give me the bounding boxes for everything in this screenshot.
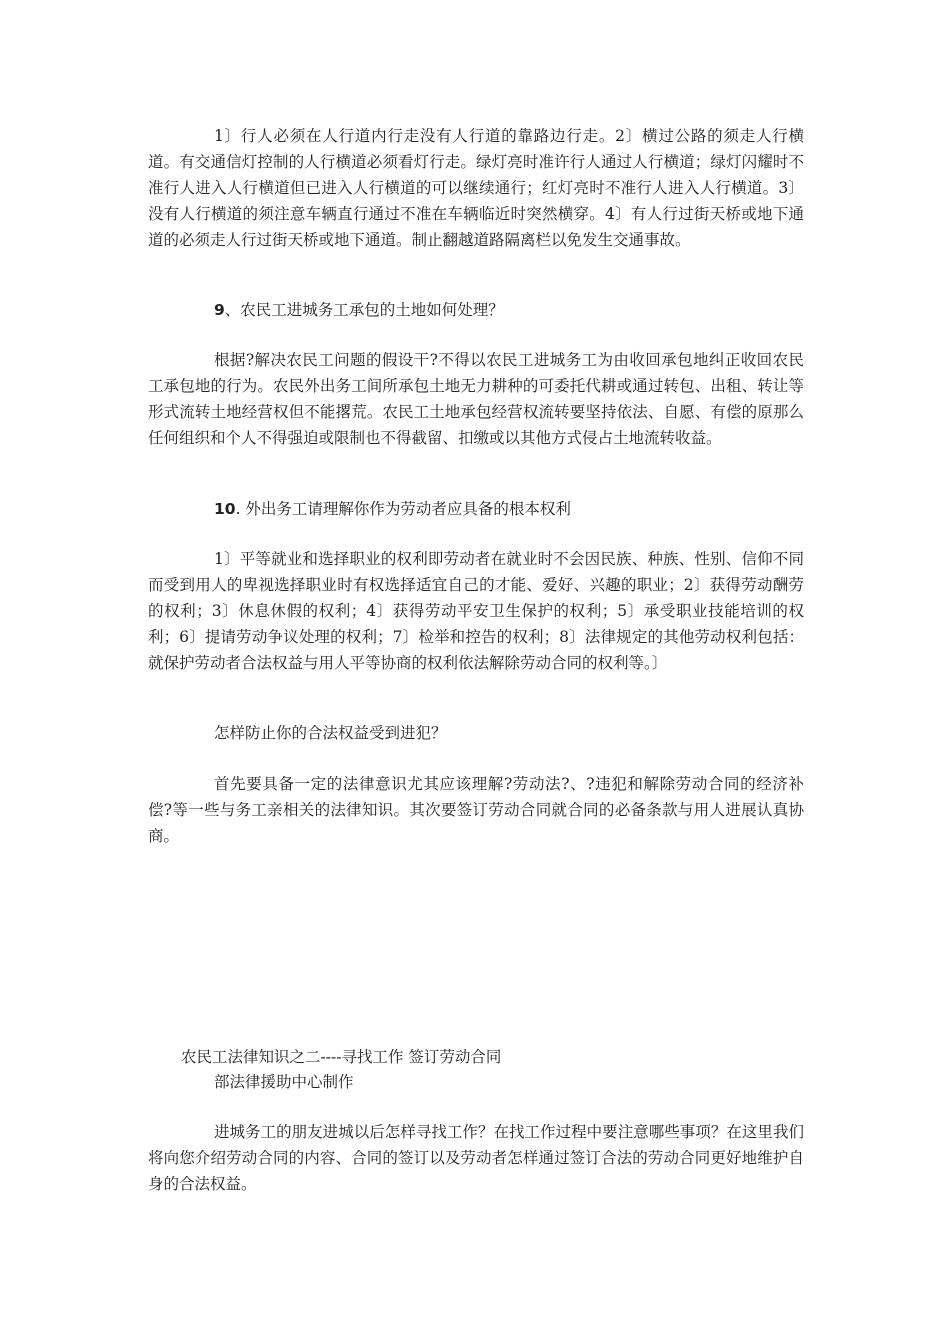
question-10-text: . 外出务工请理解你作为劳动者应具备的根本权利 [235,500,571,518]
question-9-heading [214,297,504,323]
pedestrian-rules-paragraph: 1〕行人必须在人行道内行走没有人行道的靠路边行走。2〕横过公路的须走人行横道。有交通信灯控制的人行横道必须看灯行走。绿灯亮时准许行人通过人行横道；绿灯闪耀时不准行人进入人行横道但已进入人行横道的可以继续通行；红灯亮时不准行人进入人行横道。3〕没有人行横道的须注意车辆直行通过不准在车辆临近时突然横穿。4〕有人行过街天桥或地下通道的必须走人行过街天桥或地下通道。制止翻越道路隔离栏以免发生交通事故。 [148,127,804,249]
protect-rights-question: 怎样防止你的合法权益受到进犯？ [214,724,447,742]
question-9-text: 、农民工进城务工承包的土地如何处理？ [224,301,504,319]
question-9-number: 9 [214,301,225,319]
part-2-intro-paragraph: 进城务工的朋友进城以后怎样寻找工作？在找工作过程中要注意哪些事项？在这里我们将向您介绍劳动合同的内容、合同的签订以及劳动者怎样通过签订合法的劳动合同更好地维护自身的合法权益。 [148,1123,804,1193]
part-2-author: 部法律援助中心制作 [214,1073,354,1091]
protect-rights-answer-paragraph: 首先要具备一定的法律意识尤其应该理解?劳动法?、?违犯和解除劳动合同的经济补偿?等一些与务工亲相关的法律知识。其次要签订劳动合同就合同的必备条款与用人进展认真协商。 [148,775,804,845]
question-10-heading [214,496,571,522]
question-10-number: 10 [214,500,236,518]
question-9-answer-paragraph: 根据?解决农民工问题的假设干?不得以农民工进城务工为由收回承包地纠正收回农民工承包地的行为。农民外出务工间所承包土地无力耕种的可委托代耕或通过转包、出租、转让等形式流转土地经营权但不能撂荒。农民工土地承包经营权流转要坚持依法、自愿、有偿的原那么任何组织和个人不得强迫或限制也不得截留、扣缴或以其他方式侵占土地流转收益。 [148,351,804,447]
question-10-answer-paragraph: 1〕平等就业和选择职业的权利即劳动者在就业时不会因民族、种族、性别、信仰不同而受到用人的卑视选择职业时有权选择适宜自己的才能、爱好、兴趣的职业；2〕获得劳动酬劳的权利；3〕休息休假的权利；4〕获得劳动平安卫生保护的权利；5〕承受职业技能培训的权利；6〕提请劳动争议处理的权利；7〕检举和控告的权利；8〕法律规定的其他劳动权利包括：就保护劳动者合法权益与用人平等协商的权利依法解除劳动合同的权利等。〕 [148,550,804,672]
part-2-title: 农民工法律知识之二----寻找工作 签订劳动合同 [181,1048,502,1066]
